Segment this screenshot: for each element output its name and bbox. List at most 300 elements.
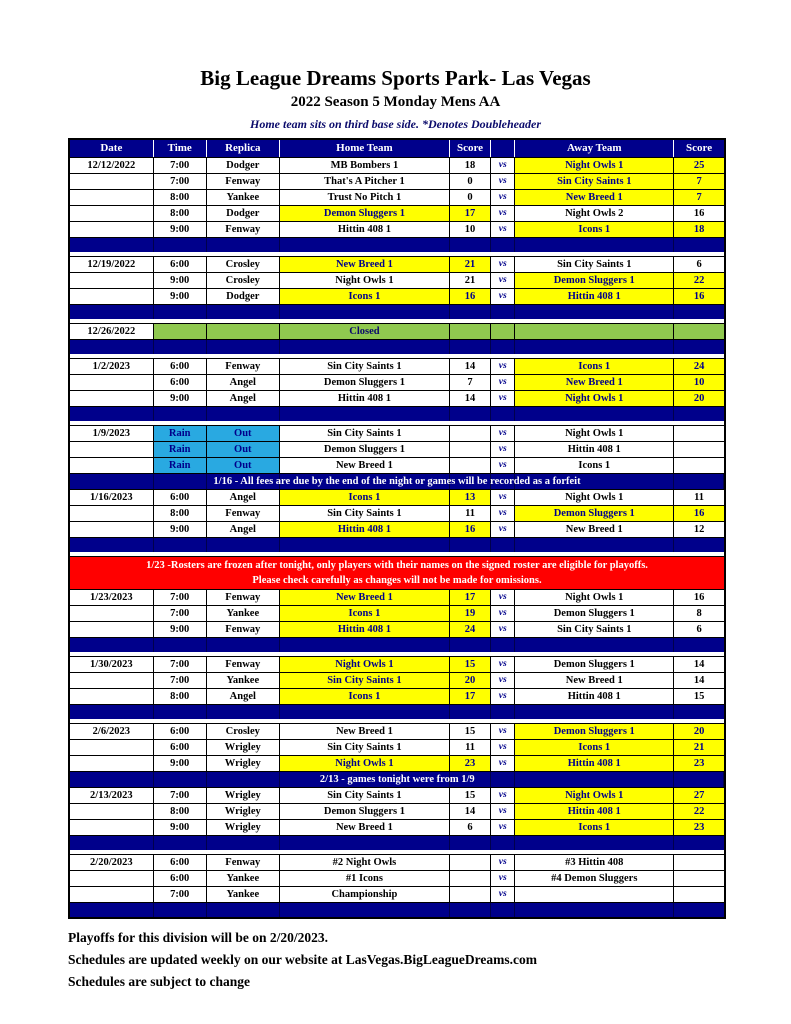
away-team-cell [515, 887, 674, 902]
replica-cell: Dodger [207, 289, 280, 304]
table-header-row [70, 140, 724, 158]
time-cell: 8:00 [154, 506, 207, 521]
home-team-cell: Demon Sluggers 1 [280, 375, 450, 390]
away-score-cell: 14 [693, 659, 705, 670]
replica-cell [207, 638, 280, 652]
game-row [70, 359, 724, 375]
separator-row [70, 340, 724, 354]
game-row [70, 190, 724, 206]
vs-cell: vs [491, 522, 515, 537]
date-cell [70, 375, 154, 390]
home-team-cell: That's A Pitcher 1 [280, 174, 450, 189]
game-row [70, 158, 724, 174]
time-cell: Rain [154, 426, 207, 441]
replica-cell: Fenway [207, 359, 280, 374]
game-row [70, 606, 724, 622]
vs-cell: vs [491, 887, 515, 902]
separator-row [70, 238, 724, 252]
home-team-cell: New Breed 1 [280, 458, 450, 473]
vs-cell: vs [491, 788, 515, 803]
home-score-cell: 20 [450, 673, 491, 688]
replica-cell [207, 238, 280, 252]
time-cell: 7:00 [154, 887, 207, 902]
home-score-cell [450, 871, 491, 886]
game-row [70, 506, 724, 522]
away-team-cell [515, 238, 674, 252]
vs-cell: vs [491, 174, 515, 189]
date-cell [70, 887, 154, 902]
home-score-cell: 0 [450, 174, 491, 189]
time-cell: 9:00 [154, 622, 207, 637]
away-score-cell: 18 [674, 222, 724, 237]
vs-cell: vs [491, 426, 515, 441]
game-row [70, 222, 724, 238]
away-team-cell: Hittin 408 1 [515, 804, 674, 819]
away-team-cell: Night Owls 1 [515, 391, 674, 406]
vs-cell [491, 538, 515, 552]
home-score-cell [450, 855, 491, 870]
footer-line-playoffs: Playoffs for this division will be on 2/20/2023. [68, 930, 329, 945]
date-cell [70, 606, 154, 621]
date-cell [70, 740, 154, 755]
vs-cell: vs [491, 375, 515, 390]
time-cell: Time [154, 140, 207, 157]
separator-row [70, 836, 724, 850]
date-cell [70, 222, 154, 237]
home-team-cell: Trust No Pitch 1 [280, 190, 450, 205]
home-score-cell: 14 [450, 359, 491, 374]
game-row [70, 756, 724, 772]
date-cell [70, 820, 154, 835]
vs-cell: vs [491, 490, 515, 505]
time-cell: 6:00 [154, 257, 207, 272]
home-score-cell [450, 887, 491, 902]
time-cell [154, 638, 207, 652]
home-score-cell [450, 426, 491, 441]
away-score-cell [674, 705, 724, 719]
home-score-cell [450, 903, 491, 917]
rainout-row [70, 442, 724, 458]
date-cell [70, 804, 154, 819]
vs-cell: vs [491, 724, 515, 739]
replica-cell: Fenway [207, 222, 280, 237]
away-score-cell [674, 772, 724, 787]
date-cell [70, 238, 154, 252]
away-score-cell [674, 407, 724, 421]
home-score-cell: 13 [450, 490, 491, 505]
away-team-cell: Demon Sluggers 1 [515, 606, 674, 621]
vs-cell: vs [491, 391, 515, 406]
replica-cell: Angel [207, 490, 280, 505]
replica-cell [207, 705, 280, 719]
home-team-cell: Hittin 408 1 [280, 622, 450, 637]
home-score-cell [450, 305, 491, 319]
home-team-cell [280, 340, 450, 354]
away-team-cell: Icons 1 [515, 820, 674, 835]
vs-cell: vs [491, 257, 515, 272]
date-cell [70, 673, 154, 688]
date-cell [70, 522, 154, 537]
replica-cell: Wrigley [207, 740, 280, 755]
vs-cell: vs [491, 689, 515, 704]
date-cell [70, 305, 154, 319]
home-team-cell: Night Owls 1 [280, 657, 450, 672]
home-score-cell [450, 638, 491, 652]
home-team-cell: New Breed 1 [280, 820, 450, 835]
home-team-cell: Icons 1 [280, 289, 450, 304]
date-cell: 1/16/2023 [70, 490, 154, 505]
vs-cell [491, 238, 515, 252]
away-team-cell: Night Owls 1 [515, 490, 674, 505]
home-team-cell [280, 903, 450, 917]
replica-cell: Fenway [207, 590, 280, 605]
home-score-cell [450, 238, 491, 252]
home-score-cell: Score [450, 140, 491, 157]
away-score-cell: 25 [674, 158, 724, 173]
away-team-cell: Demon Sluggers 1 [515, 657, 674, 672]
home-team-cell: Championship [280, 887, 450, 902]
away-team-cell: Icons 1 [515, 359, 674, 374]
away-team-cell: Night Owls 1 [515, 788, 674, 803]
home-team-cell: #1 Icons [280, 871, 450, 886]
time-cell: 7:00 [154, 590, 207, 605]
replica-cell: Angel [207, 391, 280, 406]
vs-cell: vs [491, 222, 515, 237]
game-row [70, 724, 724, 740]
replica-cell [207, 407, 280, 421]
game-row [70, 788, 724, 804]
note-row [70, 474, 724, 490]
away-score-cell: 16 [674, 506, 724, 521]
away-team-cell: New Breed 1 [515, 375, 674, 390]
home-score-cell: 7 [450, 375, 491, 390]
replica-cell: Fenway [207, 506, 280, 521]
date-cell [70, 174, 154, 189]
game-row [70, 391, 724, 407]
time-cell: 7:00 [154, 606, 207, 621]
away-score-cell [674, 903, 724, 917]
home-team-cell: Night Owls 1 [280, 273, 450, 288]
game-row [70, 657, 724, 673]
schedule-table [68, 138, 726, 919]
vs-cell: vs [491, 606, 515, 621]
replica-cell [207, 836, 280, 850]
game-row [70, 673, 724, 689]
time-cell: Rain [154, 442, 207, 457]
game-row [70, 820, 724, 836]
home-score-cell [450, 538, 491, 552]
home-score-cell: 11 [450, 506, 491, 521]
time-cell: 7:00 [154, 174, 207, 189]
home-score-cell: 15 [450, 657, 491, 672]
away-team-cell: Night Owls 1 [515, 426, 674, 441]
home-team-cell: MB Bombers 1 [280, 158, 450, 173]
away-team-cell [515, 340, 674, 354]
home-team-cell [280, 305, 450, 319]
home-team-cell: Icons 1 [280, 606, 450, 621]
replica-cell: Fenway [207, 622, 280, 637]
home-team-cell: New Breed 1 [280, 257, 450, 272]
home-team-cell [280, 638, 450, 652]
separator-row [70, 538, 724, 552]
away-score-cell: 11 [694, 492, 705, 503]
time-cell: 7:00 [154, 158, 207, 173]
away-team-cell [515, 705, 674, 719]
time-cell: 8:00 [154, 689, 207, 704]
date-cell: 12/26/2022 [70, 324, 154, 339]
home-score-cell [450, 836, 491, 850]
game-row [70, 887, 724, 903]
date-cell [70, 289, 154, 304]
date-cell [70, 391, 154, 406]
note-text: 1/16 - All fees are due by the end of the night or games will be recorded as a forfeit [213, 476, 581, 487]
date-cell: 1/2/2023 [70, 359, 154, 374]
date-cell [70, 772, 154, 787]
replica-cell: Crosley [207, 257, 280, 272]
note-row [70, 772, 724, 788]
away-score-cell [674, 871, 724, 886]
date-cell [70, 705, 154, 719]
away-team-cell: Sin City Saints 1 [515, 622, 674, 637]
away-team-cell: New Breed 1 [515, 522, 674, 537]
away-score-cell: 16 [693, 208, 705, 219]
away-score-cell [674, 538, 724, 552]
home-team-cell: Sin City Saints 1 [280, 673, 450, 688]
vs-cell: vs [491, 359, 515, 374]
replica-cell: Yankee [207, 190, 280, 205]
home-team-cell: Night Owls 1 [280, 756, 450, 771]
vs-cell: vs [491, 657, 515, 672]
home-score-cell: 14 [450, 804, 491, 819]
home-team-cell: Sin City Saints 1 [280, 788, 450, 803]
game-row [70, 689, 724, 705]
replica-cell: Yankee [207, 871, 280, 886]
time-cell: 6:00 [154, 375, 207, 390]
away-score-cell: 22 [674, 804, 724, 819]
date-cell: 2/20/2023 [70, 855, 154, 870]
away-score-cell: 6 [696, 259, 702, 270]
game-row [70, 622, 724, 638]
replica-cell: Angel [207, 522, 280, 537]
vs-cell: vs [491, 442, 515, 457]
date-cell: 2/13/2023 [70, 788, 154, 803]
home-team-note: Home team sits on third base side. *Denotes Doubleheader [250, 117, 541, 131]
replica-cell: Crosley [207, 273, 280, 288]
rainout-row [70, 426, 724, 442]
replica-cell [207, 903, 280, 917]
game-row [70, 871, 724, 887]
replica-cell [207, 324, 280, 339]
date-cell [70, 638, 154, 652]
away-team-cell: Away Team [515, 140, 674, 157]
separator-row [70, 305, 724, 319]
away-team-cell [515, 903, 674, 917]
time-cell: 6:00 [154, 359, 207, 374]
replica-cell: Replica [207, 140, 280, 157]
time-cell: 7:00 [154, 788, 207, 803]
replica-cell: Dodger [207, 158, 280, 173]
vs-cell: vs [491, 855, 515, 870]
away-score-cell: 16 [674, 289, 724, 304]
date-cell [70, 836, 154, 850]
replica-cell: Dodger [207, 206, 280, 221]
date-cell [70, 340, 154, 354]
vs-cell: vs [491, 590, 515, 605]
time-cell: 8:00 [154, 804, 207, 819]
away-team-cell: Night Owls 1 [515, 590, 674, 605]
home-score-cell: 24 [450, 622, 491, 637]
date-cell: 2/6/2023 [70, 724, 154, 739]
away-score-cell [674, 638, 724, 652]
home-score-cell: 19 [450, 606, 491, 621]
time-cell [154, 407, 207, 421]
replica-cell [207, 305, 280, 319]
vs-cell [491, 305, 515, 319]
home-score-cell: 21 [450, 257, 491, 272]
away-score-cell [674, 458, 724, 473]
away-team-cell: New Breed 1 [515, 190, 674, 205]
separator-row [70, 903, 724, 917]
home-team-cell: #2 Night Owls [280, 855, 450, 870]
home-team-cell: Icons 1 [280, 490, 450, 505]
away-score-cell [674, 426, 724, 441]
closed-row [70, 324, 724, 340]
time-cell [154, 324, 207, 339]
game-row [70, 375, 724, 391]
game-row [70, 490, 724, 506]
vs-cell: vs [491, 756, 515, 771]
vs-cell: vs [491, 458, 515, 473]
time-cell [154, 238, 207, 252]
home-score-cell: 17 [450, 689, 491, 704]
game-row [70, 522, 724, 538]
away-score-cell: 6 [696, 624, 702, 635]
home-score-cell: 18 [450, 158, 491, 173]
away-team-cell: Sin City Saints 1 [515, 257, 674, 272]
vs-cell: vs [491, 871, 515, 886]
replica-cell [207, 340, 280, 354]
replica-cell: Yankee [207, 673, 280, 688]
away-team-cell: Night Owls 1 [515, 158, 674, 173]
home-team-cell: Demon Sluggers 1 [280, 804, 450, 819]
time-cell: 8:00 [154, 190, 207, 205]
away-team-cell [515, 407, 674, 421]
home-team-cell: Sin City Saints 1 [280, 506, 450, 521]
date-cell [70, 538, 154, 552]
away-team-cell [515, 538, 674, 552]
away-score-cell [674, 238, 724, 252]
game-row [70, 174, 724, 190]
replica-cell: Fenway [207, 855, 280, 870]
replica-cell: Wrigley [207, 820, 280, 835]
time-cell: 6:00 [154, 724, 207, 739]
vs-cell [491, 836, 515, 850]
home-team-cell [280, 407, 450, 421]
away-score-cell: 20 [674, 391, 724, 406]
home-score-cell: 16 [450, 522, 491, 537]
away-score-cell: Score [686, 142, 713, 154]
replica-cell: Wrigley [207, 756, 280, 771]
home-team-cell: Hittin 408 1 [280, 522, 450, 537]
away-score-cell: 24 [674, 359, 724, 374]
page-subtitle: 2022 Season 5 Monday Mens AA [290, 94, 501, 110]
date-cell: 1/30/2023 [70, 657, 154, 672]
replica-cell: Angel [207, 375, 280, 390]
vs-cell: vs [491, 273, 515, 288]
home-score-cell: 15 [450, 788, 491, 803]
vs-cell: vs [491, 740, 515, 755]
away-score-cell: 21 [674, 740, 724, 755]
footer-block [68, 927, 791, 993]
banner-line: 1/23 -Rosters are frozen after tonight, only players with their names on the signed roster are eligible for playoffs. [146, 560, 648, 571]
away-score-cell [674, 324, 724, 339]
banner-line: Please check carefully as changes will not be made for omissions. [252, 575, 542, 586]
away-score-cell: 8 [696, 608, 702, 619]
replica-cell: Out [207, 442, 280, 457]
home-score-cell: 17 [450, 590, 491, 605]
page-title: Big League Dreams Sports Park- Las Vegas [200, 66, 591, 90]
game-row [70, 740, 724, 756]
time-cell [154, 538, 207, 552]
date-cell: 12/12/2022 [70, 158, 154, 173]
away-score-cell [674, 855, 724, 870]
time-cell: 9:00 [154, 222, 207, 237]
away-team-cell: Sin City Saints 1 [515, 174, 674, 189]
away-team-cell: Demon Sluggers 1 [515, 273, 674, 288]
date-cell [70, 506, 154, 521]
away-team-cell: Icons 1 [515, 222, 674, 237]
vs-cell: vs [491, 673, 515, 688]
separator-row [70, 407, 724, 421]
home-score-cell [450, 407, 491, 421]
time-cell [154, 305, 207, 319]
home-score-cell [450, 705, 491, 719]
away-team-cell: Hittin 408 1 [515, 442, 674, 457]
date-cell [70, 442, 154, 457]
game-row [70, 804, 724, 820]
away-team-cell: Icons 1 [515, 740, 674, 755]
time-cell [154, 836, 207, 850]
vs-cell [491, 903, 515, 917]
vs-cell: vs [491, 289, 515, 304]
home-score-cell: 6 [450, 820, 491, 835]
time-cell: 6:00 [154, 740, 207, 755]
time-cell: 7:00 [154, 673, 207, 688]
home-team-cell [280, 238, 450, 252]
away-team-cell [515, 305, 674, 319]
away-team-cell: New Breed 1 [515, 673, 674, 688]
home-team-cell [280, 705, 450, 719]
date-cell [70, 689, 154, 704]
away-team-cell [515, 772, 674, 787]
title-block [0, 0, 791, 131]
replica-cell [207, 772, 280, 787]
separator-row [70, 705, 724, 719]
vs-cell [491, 324, 515, 339]
away-score-cell: 27 [674, 788, 724, 803]
time-cell [154, 340, 207, 354]
date-cell: Date [70, 140, 154, 157]
vs-cell: vs [491, 804, 515, 819]
vs-cell [491, 638, 515, 652]
time-cell [154, 903, 207, 917]
date-cell: 1/9/2023 [70, 426, 154, 441]
replica-cell: Fenway [207, 174, 280, 189]
game-row [70, 590, 724, 606]
away-team-cell: Hittin 408 1 [515, 689, 674, 704]
vs-cell [491, 340, 515, 354]
date-cell [70, 458, 154, 473]
